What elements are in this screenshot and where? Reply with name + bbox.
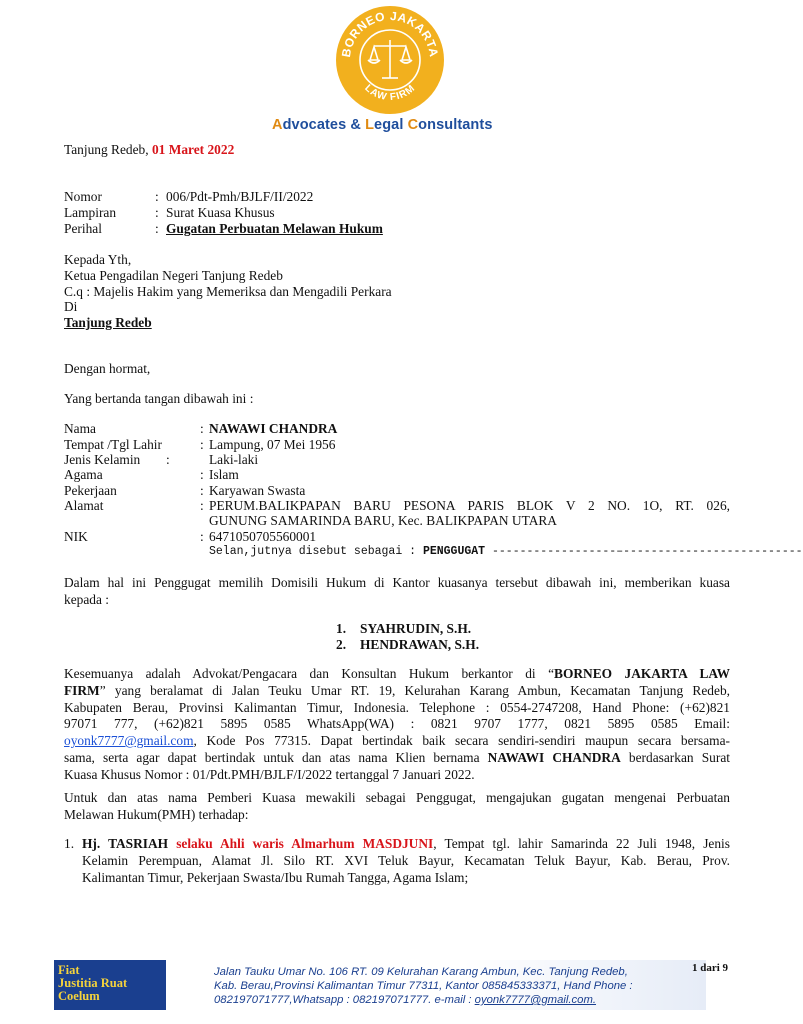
intro-text: Yang bertanda tangan dibawah ini :	[64, 391, 254, 406]
plaintiff-name: NAWAWI CHANDRA	[209, 421, 338, 436]
attorney-name: HENDRAWAN, S.H.	[360, 637, 480, 652]
role-penggugat: PENGGUGAT	[422, 545, 486, 558]
email-link[interactable]: oyonk7777@gmail.com	[64, 733, 194, 749]
role-line: Selan,jutnya disebut sebagai : PENGGUGAT ------------------–--------------------------	[209, 545, 803, 558]
footer-email-link[interactable]: oyonk7777@gmail.com.	[474, 994, 597, 1006]
office-paragraph: Kesemuanya adalah Advokat/Pengacara dan Konsultan Hukum berkantor di “BORNEO JAKARTA LAW FIRM” yang beralamat di Jalan Teuku Umar RT. 19, Kelurahan Karang Ambun, Kecamatan Tanjung Redeb, Kabupaten Berau, Provinsi Kalimantan Timur, Indonesia. Telephone : 0554-2747208, Hand Phone: (+62)821 97071 777, (+62)821 5895 0585 WhatsApp(WA) : 0821 9707 1777, 0821 5895 0585 Email: oyonk7777@gmail.com, Kode Pos 77315. Dapat bertindak baik secara sendiri-sendiri maupun secara bersama- sama, serta agar dapat bertindak untuk dan atas nama Klien bernama NAWAWI CHANDRA berdasarkan Surat Kuasa Khusus Nomor : 01/Pdt.PMH/BJLF/I/2022 tertanggal 7 Januari 2022.	[64, 666, 730, 782]
footer-motto: Fiat Justitia Ruat Coelum	[54, 960, 166, 1010]
letter-date: 01 Maret 2022	[151, 142, 235, 157]
page-number: 1 dari 9	[692, 962, 729, 974]
logo-top-text: BORNEO JAKARTA	[338, 8, 442, 59]
logo-bottom-text: LAW FIRM	[362, 82, 418, 104]
defendant-name: Hj. TASRIAH	[82, 836, 169, 851]
firm-tagline: Advocates & Legal Consultants	[272, 117, 493, 133]
letterhead-footer	[54, 960, 706, 1010]
plaintiff-address: PERUM.BALIKPAPAN BARU PESONA PARIS BLOK V 2 NO. 1O, RT. 026,	[209, 498, 730, 513]
plaintiff-nik: 6471050705560001	[209, 529, 317, 544]
date-line: Tanjung Redeb, 01 Maret 2022	[64, 142, 235, 157]
pmh-paragraph: Untuk dan atas nama Pemberi Kuasa mewakili sebagai Penggugat, mengajukan gugatan mengenai Perbuatan Melawan Hukum(PMH) terhadap:	[64, 790, 730, 822]
attorney-name: SYAHRUDIN, S.H.	[360, 621, 472, 636]
letter-number: 006/Pdt-Pmh/BJLF/II/2022	[166, 189, 314, 204]
domisili-paragraph: Dalam hal ini Penggugat memilih Domisili Hukum di Kantor kuasanya tersebut dibawah ini, memberikan kuasa kepada :	[64, 575, 730, 607]
letter-subject: Gugatan Perbuatan Melawan Hukum	[166, 221, 383, 236]
law-firm-logo	[334, 4, 446, 116]
footer-address: Jalan Tauku Umar No. 106 RT. 09 Kelurahan Karang Ambun, Kec. Tanjung Redeb, Kab. Berau,Provinsi Kalimantan Timur 77311, Kantor 085845333371, Hand Phone : 082197071777,Whatsapp : 082197071777. e-mail : oyonk7777@gmail.com.	[166, 960, 706, 1010]
greeting: Dengan hormat,	[64, 361, 151, 376]
